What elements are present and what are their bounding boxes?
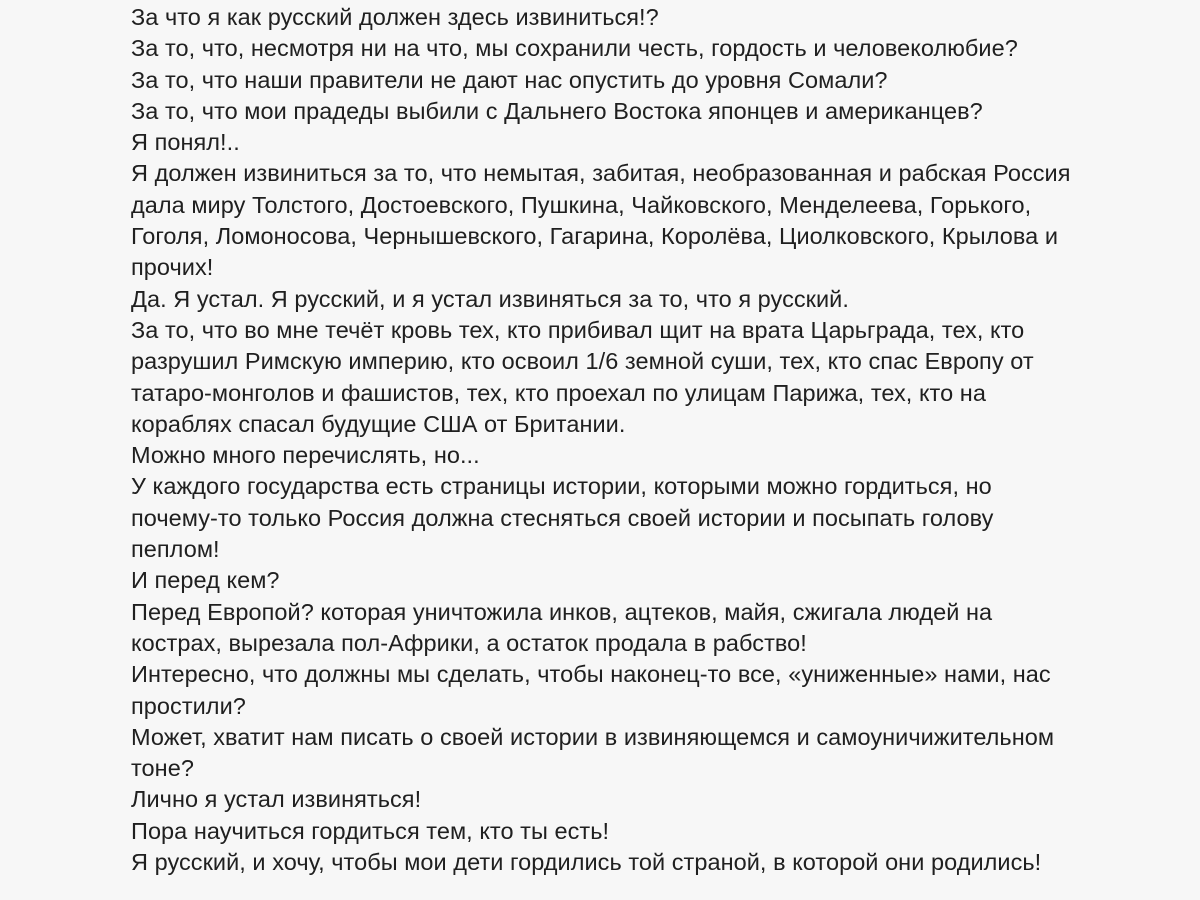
text-line: За то, что, несмотря ни на что, мы сохранили честь, гордость и человеколюбие?	[131, 35, 1018, 62]
text-line: Пора научиться гордиться тем, кто ты есть!	[131, 817, 610, 844]
text-line: пеплом!	[131, 536, 220, 563]
text-line: кострах, вырезала пол-Африки, а остаток продала в рабство!	[131, 629, 807, 656]
text-line: Гоголя, Ломоносова, Чернышевского, Гагарина, Королёва, Циолковского, Крылова и	[131, 223, 1058, 250]
text-line: Я понял!..	[131, 129, 240, 156]
text-line: Перед Европой? которая уничтожила инков, ацтеков, майя, сжигала людей на	[131, 598, 993, 625]
text-line: У каждого государства есть страницы истории, которыми можно гордиться, но	[131, 473, 992, 500]
text-line: кораблях спасал будущие США от Британии.	[131, 410, 626, 437]
text-line: Можно много перечислять, но...	[131, 442, 480, 469]
text-line: За что я как русский должен здесь извиниться!?	[131, 4, 659, 30]
text-line: прочих!	[131, 254, 214, 281]
text-line: разрушил Римскую империю, кто освоил 1/6 земной суши, тех, кто спас Европу от	[131, 348, 1034, 375]
text-line: Да. Я устал. Я русский, и я устал извиняться за то, что я русский.	[131, 285, 849, 312]
document-text	[131, 2, 1171, 878]
text-line: За то, что во мне течёт кровь тех, кто прибивал щит на врата Царьграда, тех, кто	[131, 316, 1025, 343]
text-line: почему-то только Россия должна стесняться своей истории и посыпать голову	[131, 504, 994, 531]
text-line: Интересно, что должны мы сделать, чтобы наконец-то все, «униженные» нами, нас	[131, 661, 1051, 688]
text-line: За то, что мои прадеды выбили с Дальнего Востока японцев и американцев?	[131, 97, 983, 124]
text-line: тоне?	[131, 755, 194, 782]
text-line: И перед кем?	[131, 567, 280, 594]
text-line: За то, что наши правители не дают нас опустить до уровня Сомали?	[131, 66, 888, 93]
text-line: дала миру Толстого, Достоевского, Пушкина, Чайковского, Менделеева, Горького,	[131, 191, 1032, 218]
text-line: Лично я устал извиняться!	[131, 786, 422, 813]
text-line: Я должен извиниться за то, что немытая, забитая, необразованная и рабская Россия	[131, 160, 1071, 187]
text-line: Может, хватит нам писать о своей истории в извиняющемся и самоуничижительном	[131, 723, 1055, 750]
text-line: Я русский, и хочу, чтобы мои дети гордились той страной, в которой они родились!	[131, 849, 1042, 876]
text-line: татаро-монголов и фашистов, тех, кто проехал по улицам Парижа, тех, кто на	[131, 379, 986, 406]
text-line: простили?	[131, 692, 246, 719]
